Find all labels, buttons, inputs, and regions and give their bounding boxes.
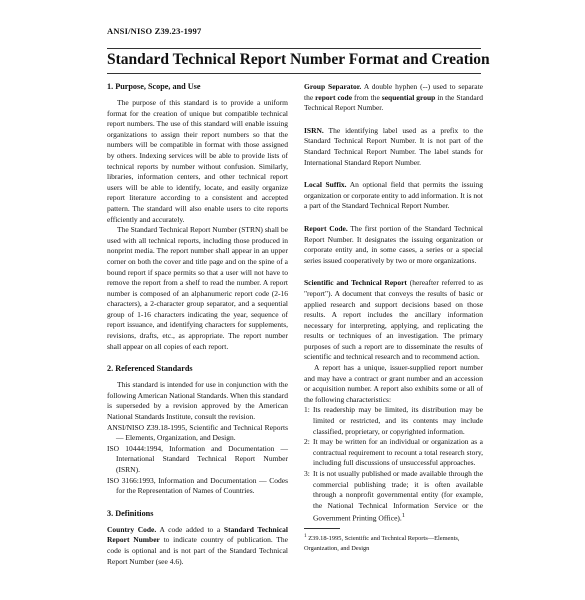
document-title: Standard Technical Report Number Format and Creation [107,51,490,68]
section-1-heading: 1. Purpose, Scope, and Use [107,82,201,91]
definition-report-code [304,224,483,266]
term-report-code: Report Code. [304,223,348,233]
term-sequential-group: sequential group [381,92,436,102]
section-2-paragraph: This standard is intended for use in conjunction with the following American National Standards. When this standard is superseded by a revision approved by the American National Standards Institute, consult the revision. [107,380,288,422]
group-separator-text-b: from the [352,92,382,102]
footnote [304,532,483,552]
list-item [304,469,483,524]
list-item-number: 1: [304,405,310,415]
list-item-text: Its readership may be limited, its distribution may be limited or restricted, and its contents may include classified, proprietary, or copyrighted information. [313,405,483,436]
reference-2: ISO 10444:1994, Information and Documentation — International Standard Technical Report Number (ISRN). [107,443,288,474]
footnote-reference: 1 [401,512,405,520]
right-column [304,82,483,553]
standard-code: ANSI/NISO Z39.23-1997 [107,26,202,36]
list-item [304,405,483,437]
report-code-text: The first portion of the Standard Technical Report Number. It designates the issuing organization or corporate entity and, in some cases, a series or a special series issued cooperatively by two or more organizations. [304,223,483,265]
reference-1: ANSI/NISO Z39.18-1995, Scientific and Technical Reports — Elements, Organization, and Design. [107,422,288,443]
local-suffix-text: An optional field that permits the issuing organization or corporate entity to add information. It is not a part of the Standard Technical Report Number. [304,180,483,211]
term-report-code-inline: report code [315,92,353,102]
list-item-text: It is not usually published or made available through the commercial publishing trade; it is often available through a nonprofit governmental entity (for example, the National Technical Information Service or the Government Printing Office). [313,469,483,523]
group-separator-text-c: in the Standard Technical Report Number. [304,92,483,113]
title-rule [107,73,481,74]
term-scientific-technical-report: Scientific and Technical Report [304,278,407,288]
term-local-suffix: Local Suffix. [304,180,347,190]
isrn-text: The identifying label used as a prefix to the Standard Technical Report Number. It is not part of the Standard Technical Report Number. The label stands for International Standard Report Number. [304,125,483,167]
characteristics-list [304,405,483,524]
report-characteristics-paragraph: A report has a unique, issuer-supplied report number and may have a contract or grant number and an accession or acquisition number. A report also exhibits some or all of the following characteristics: [304,363,483,404]
str-text: (hereafter referred to as "report"). A document that conveys the results of basic or applied research and support decisions based on those results. A report includes the ancillary information necessary for interpreting, applying, and replicating the results or techniques of an investigation. The primary purposes of such a report are to disseminate the results of scientific and technical research and to recommend action. [304,278,484,362]
list-item-text: It may be written for an individual or organization as a contractual requirement to recount a total research story, including full discussions of unsuccessful approaches. [313,437,483,468]
definition-country-text-a: A code added to a [156,524,224,534]
term-country-code: Country Code. [107,524,157,534]
list-item-number: 2: [304,437,310,447]
section-1-paragraph-1: The purpose of this standard is to provide a uniform format for the creation of unique but compatible technical report numbers. The use of this standard will enable issuing organizations to assign their report numbers so that the numbers will be compatible in format with those assigned by others. Indexing services will be able to provide lists of technical reports by number without confusion. Similarly, libraries, information centers, and other technical report users will be able to identify, locate, and easily organize report literature according to a consistent and accepted pattern. The standard will also enable users to cite reports efficiently and accurately. [107,98,288,224]
definition-local-suffix [304,180,483,212]
term-group-separator: Group Separator. [304,82,362,91]
term-isrn: ISRN. [304,125,324,135]
group-separator-text-a: A double hyphen (--) used to separate the [304,82,483,102]
term-strn: Standard Technical Report Number [107,524,288,545]
list-item-number: 3: [304,469,310,478]
top-rule [107,48,481,49]
reference-3: ISO 3166:1993, Information and Documentation — Codes for the Representation of Names of Countries. [107,475,288,496]
list-item [304,437,483,469]
definition-group-separator [304,82,483,114]
footnote-text: Z39.18-1995, Scientific and Technical Reports—Elements, Organization, and Design [304,535,460,552]
definition-scientific-technical-report [304,278,483,363]
definition-country-text-b: to indicate country of publication. The code is optional and is not part of the Standard Technical Report Number (see 4.6). [107,535,288,566]
section-3-heading: 3. Definitions [107,508,154,518]
section-1-paragraph-2: The Standard Technical Report Number (STRN) shall be used with all technical reports, including those produced in nonprint media. The report number shall appear in an upper corner on both the cover and title page and on the spine of a bound report if space permits so that a user will not have to remove the report from a shelf to read the number. A report number is composed of an alphanumeric report code (2-16 characters), a 2-character group separator, and a sequential group of 1-16 characters indicating the year, sequence of report issuance, and identifying characters for supplements, revisions, drafts, etc., as appropriate. The report number shall appear on all copies of each report. [107,225,288,351]
footnote-rule [304,528,340,529]
definition-isrn [304,126,483,168]
definition-country-code [107,525,288,567]
section-2-heading: 2. Referenced Standards [107,364,193,374]
left-column [107,82,288,567]
footnote-number: 1 [304,533,307,540]
